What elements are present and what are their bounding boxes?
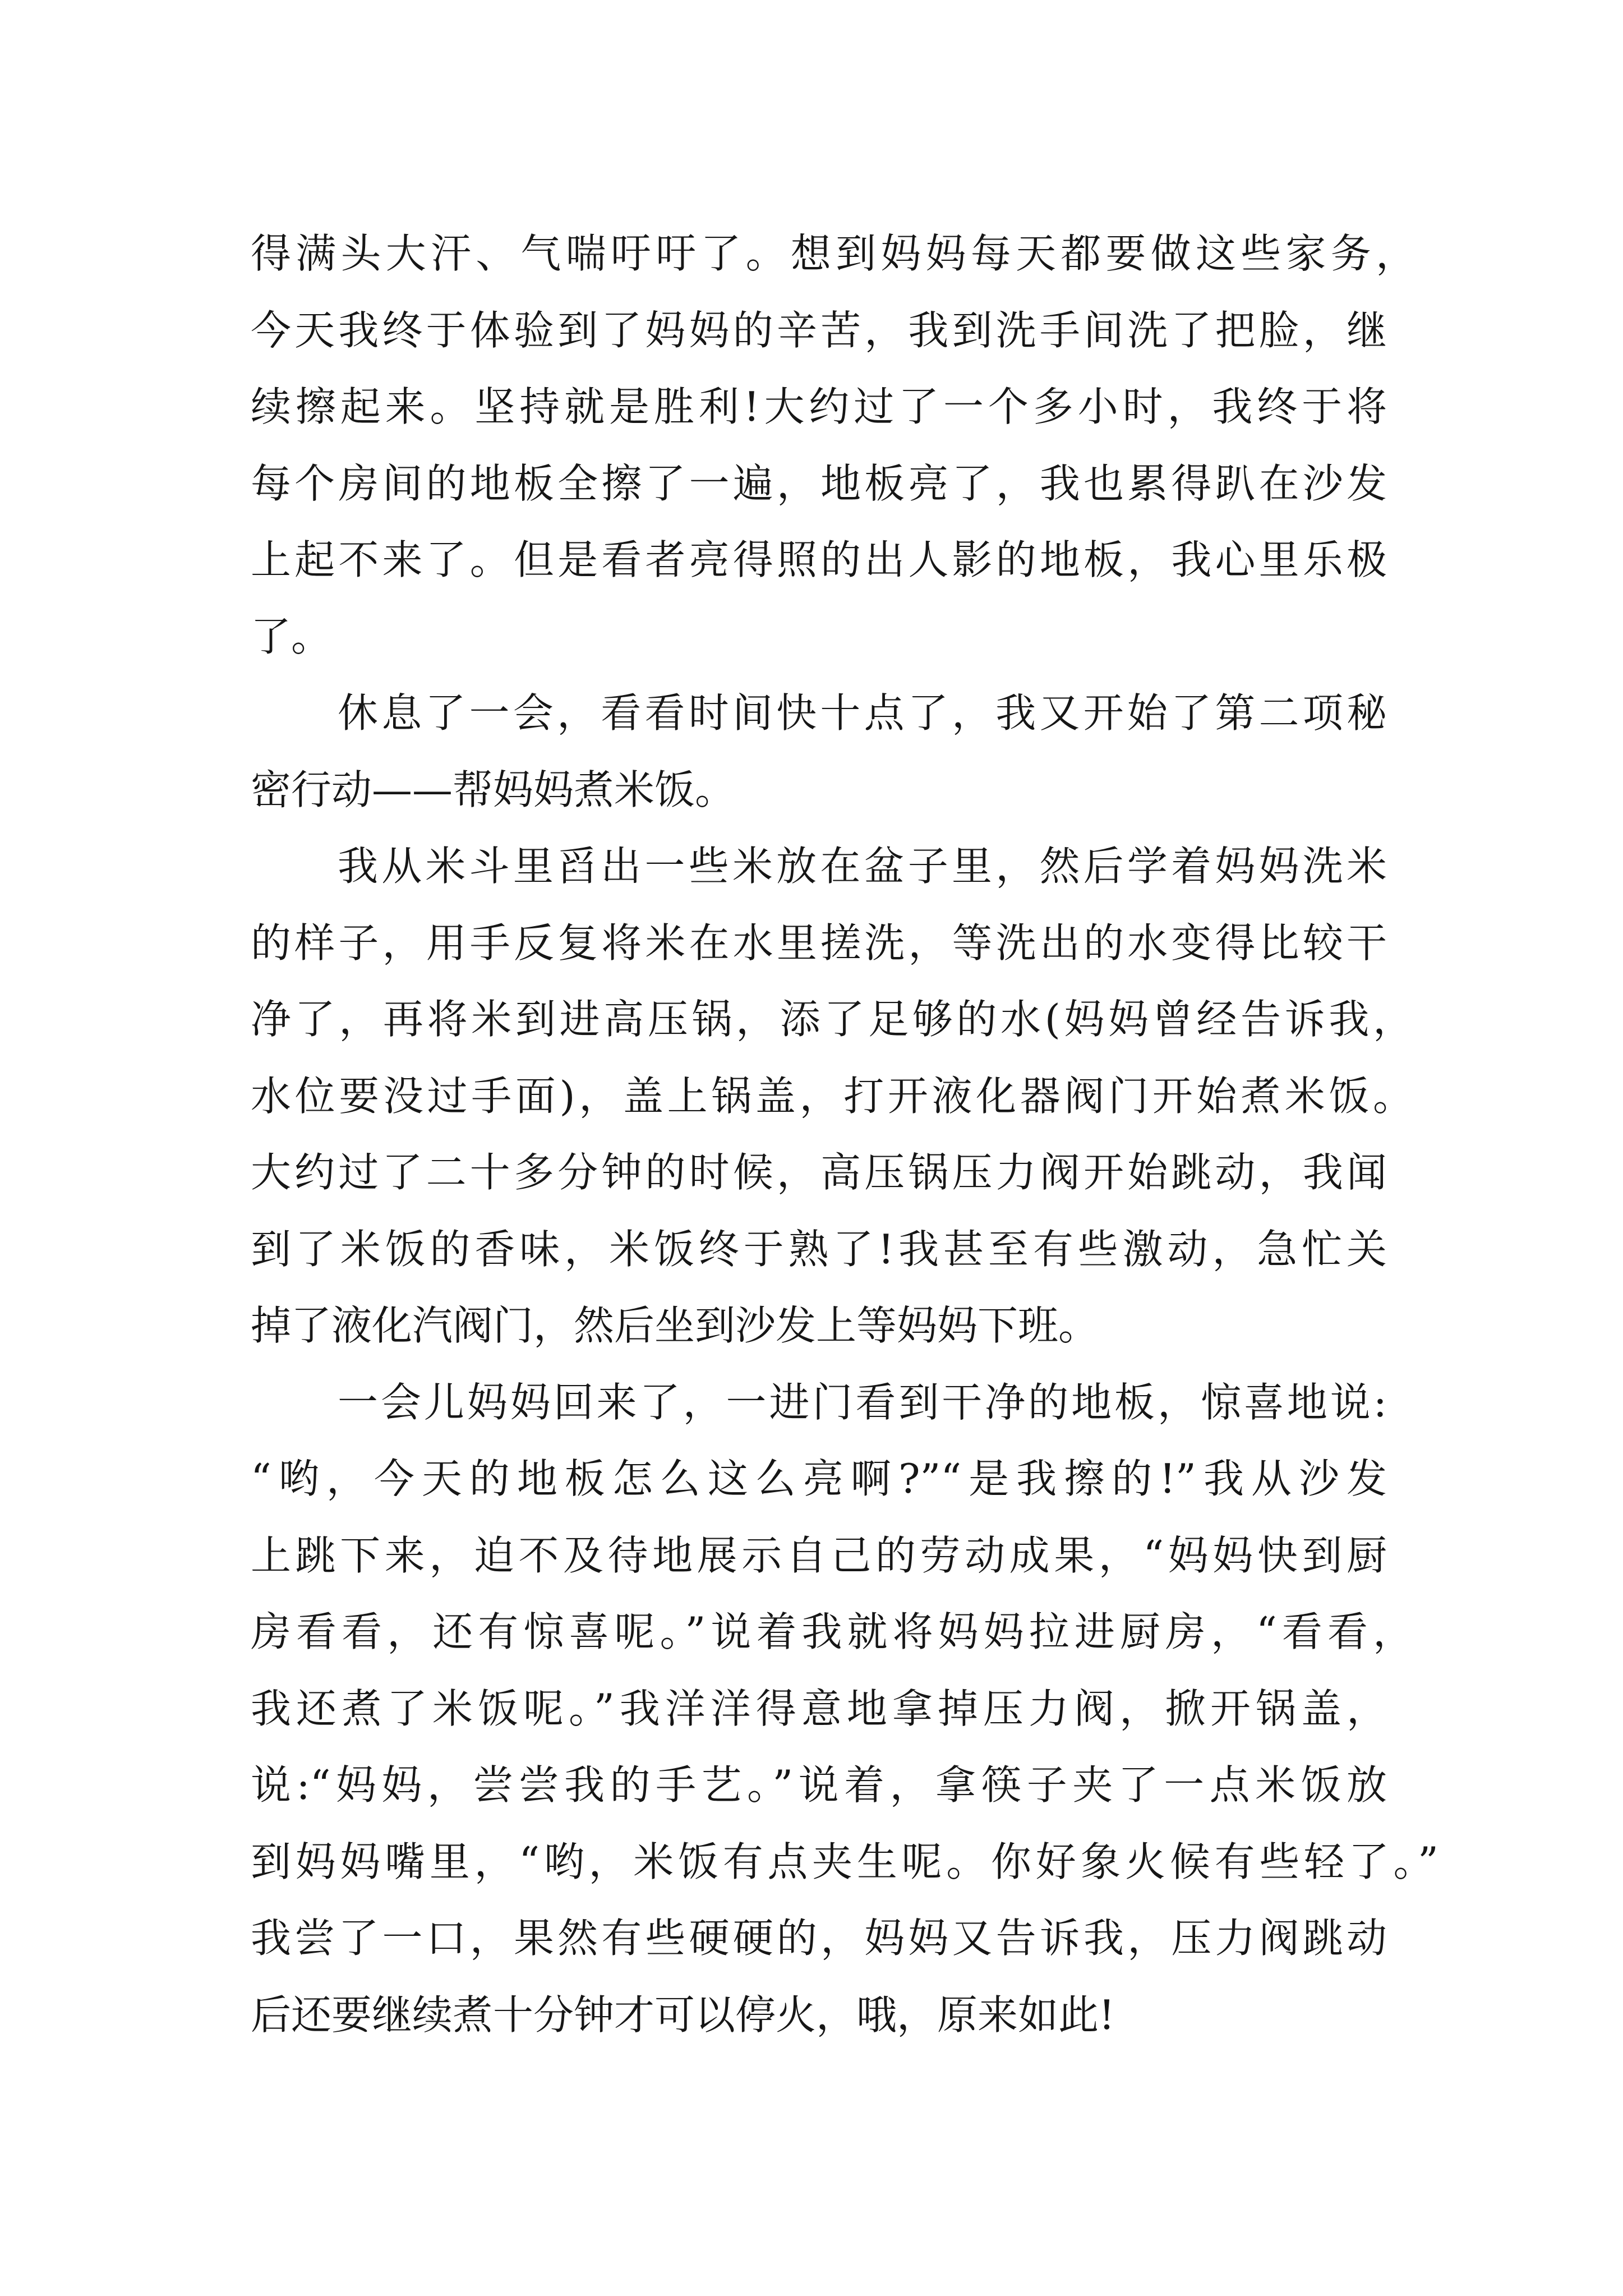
- text-line: 得满头大汗、气喘吁吁了。想到妈妈每天都要做这些家务，: [251, 230, 1416, 277]
- text-line: 我从米斗里舀出一些米放在盆子里，然后学着妈妈洗米: [338, 843, 1387, 890]
- text-line: 上跳下来，迫不及待地展示自己的劳动成果，“妈妈快到厨: [251, 1531, 1387, 1579]
- text-line: 休息了一会，看看时间快十点了，我又开始了第二项秘: [338, 689, 1387, 737]
- text-line: 今天我终于体验到了妈妈的辛苦，我到洗手间洗了把脸，继: [251, 306, 1387, 354]
- paragraph-3: [251, 828, 1451, 1364]
- text-line: 上起不来了。但是看者亮得照的出人影的地板，我心里乐极: [251, 536, 1387, 583]
- text-line: “哟，今天的地板怎么这么亮啊?”“是我擦的!”我从沙发: [251, 1455, 1387, 1502]
- text-line: 说:“妈妈，尝尝我的手艺。”说着，拿筷子夹了一点米饭放: [251, 1761, 1387, 1809]
- text-line: 一会儿妈妈回来了，一进门看到干净的地板，惊喜地说:: [338, 1378, 1387, 1426]
- text-line: 了。: [251, 613, 332, 660]
- text-line: 密行动——帮妈妈煮米饭。: [251, 766, 736, 813]
- paragraph-2: [251, 675, 1451, 828]
- text-line: 掉了液化汽阀门，然后坐到沙发上等妈妈下班。: [251, 1302, 1099, 1349]
- text-line: 净了，再将米到进高压锅，添了足够的水(妈妈曾经告诉我，: [251, 996, 1413, 1043]
- text-line: 大约过了二十多分钟的时候，高压锅压力阀开始跳动，我闻: [251, 1149, 1387, 1196]
- text-line: 后还要继续煮十分钟才可以停火，哦，原来如此!: [251, 1991, 1115, 2039]
- text-line: 到妈妈嘴里，“哟，米饭有点夹生呢。你好象火候有些轻了。”: [251, 1838, 1438, 1885]
- body-text: [251, 215, 1451, 2053]
- text-line: 续擦起来。坚持就是胜利!大约过了一个多小时，我终于将: [251, 383, 1387, 430]
- text-line: 房看看，还有惊喜呢。”说着我就将妈妈拉进厨房，“看看，: [251, 1608, 1413, 1655]
- text-line: 到了米饭的香味，米饭终于熟了!我甚至有些激动，急忙关: [251, 1225, 1387, 1273]
- text-line: 我尝了一口，果然有些硬硬的，妈妈又告诉我，压力阀跳动: [251, 1915, 1387, 1962]
- text-line: 的样子，用手反复将米在水里搓洗，等洗出的水变得比较干: [251, 919, 1387, 967]
- text-line: 每个房间的地板全擦了一遍，地板亮了，我也累得趴在沙发: [251, 459, 1387, 507]
- text-line: 水位要没过手面)，盖上锅盖，打开液化器阀门开始煮米饭。: [251, 1072, 1413, 1120]
- text-line: 我还煮了米饭呢。”我洋洋得意地拿掉压力阀，掀开锅盖，: [251, 1685, 1387, 1732]
- paragraph-1: [251, 215, 1451, 675]
- paragraph-4: [251, 1364, 1451, 2054]
